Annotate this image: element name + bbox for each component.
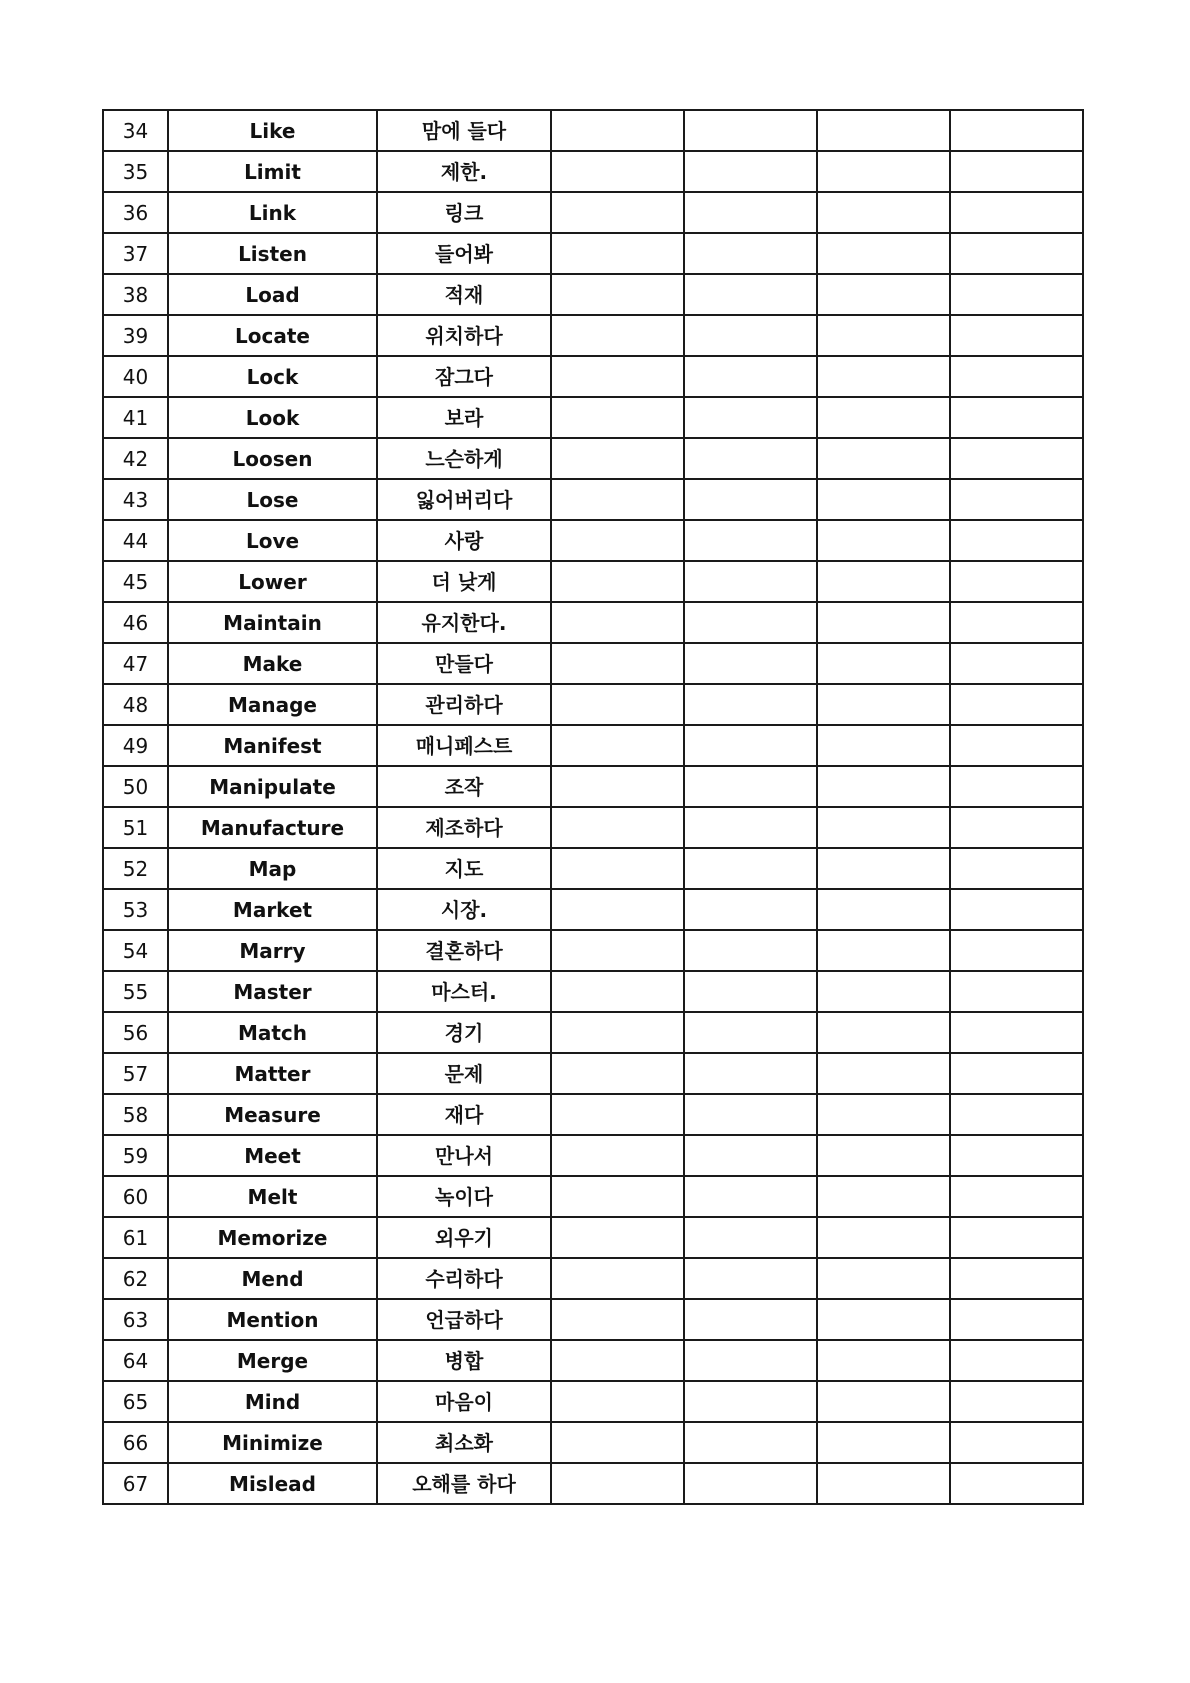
blank-practice-cell <box>684 110 817 151</box>
blank-practice-cell <box>817 889 950 930</box>
korean-translation-cell: 만나서 <box>377 1135 551 1176</box>
korean-translation-cell: 지도 <box>377 848 551 889</box>
blank-practice-cell <box>551 930 684 971</box>
blank-practice-cell <box>684 930 817 971</box>
row-number-cell: 43 <box>103 479 168 520</box>
blank-practice-cell <box>950 479 1083 520</box>
row-number-cell: 66 <box>103 1422 168 1463</box>
korean-translation-cell: 제조하다 <box>377 807 551 848</box>
english-word-cell: Manage <box>168 684 377 725</box>
table-row <box>103 1258 1083 1299</box>
blank-practice-cell <box>950 725 1083 766</box>
row-number-cell: 56 <box>103 1012 168 1053</box>
blank-practice-cell <box>684 684 817 725</box>
blank-practice-cell <box>684 233 817 274</box>
blank-practice-cell <box>817 1217 950 1258</box>
english-word-cell: Listen <box>168 233 377 274</box>
blank-practice-cell <box>551 110 684 151</box>
blank-practice-cell <box>817 1422 950 1463</box>
row-number-cell: 49 <box>103 725 168 766</box>
english-word-cell: Lock <box>168 356 377 397</box>
table-row <box>103 520 1083 561</box>
blank-practice-cell <box>950 110 1083 151</box>
table-row <box>103 192 1083 233</box>
table-row <box>103 1094 1083 1135</box>
table-row <box>103 1340 1083 1381</box>
row-number-cell: 37 <box>103 233 168 274</box>
blank-practice-cell <box>551 520 684 561</box>
row-number-cell: 44 <box>103 520 168 561</box>
blank-practice-cell <box>684 438 817 479</box>
blank-practice-cell <box>950 438 1083 479</box>
korean-translation-cell: 잃어버리다 <box>377 479 551 520</box>
korean-translation-cell: 마음이 <box>377 1381 551 1422</box>
blank-practice-cell <box>684 807 817 848</box>
blank-practice-cell <box>684 520 817 561</box>
row-number-cell: 46 <box>103 602 168 643</box>
english-word-cell: Lose <box>168 479 377 520</box>
english-word-cell: Make <box>168 643 377 684</box>
blank-practice-cell <box>684 1299 817 1340</box>
blank-practice-cell <box>551 602 684 643</box>
blank-practice-cell <box>551 684 684 725</box>
blank-practice-cell <box>684 1422 817 1463</box>
korean-translation-cell: 위치하다 <box>377 315 551 356</box>
english-word-cell: Memorize <box>168 1217 377 1258</box>
blank-practice-cell <box>551 315 684 356</box>
english-word-cell: Like <box>168 110 377 151</box>
blank-practice-cell <box>551 1463 684 1504</box>
blank-practice-cell <box>684 643 817 684</box>
english-word-cell: Manufacture <box>168 807 377 848</box>
blank-practice-cell <box>684 192 817 233</box>
table-row <box>103 479 1083 520</box>
blank-practice-cell <box>950 1135 1083 1176</box>
blank-practice-cell <box>817 233 950 274</box>
korean-translation-cell: 마스터. <box>377 971 551 1012</box>
korean-translation-cell: 수리하다 <box>377 1258 551 1299</box>
blank-practice-cell <box>684 602 817 643</box>
english-word-cell: Locate <box>168 315 377 356</box>
table-row <box>103 684 1083 725</box>
blank-practice-cell <box>817 1176 950 1217</box>
english-word-cell: Merge <box>168 1340 377 1381</box>
blank-practice-cell <box>817 438 950 479</box>
korean-translation-cell: 재다 <box>377 1094 551 1135</box>
blank-practice-cell <box>950 356 1083 397</box>
blank-practice-cell <box>817 1463 950 1504</box>
korean-translation-cell: 시장. <box>377 889 551 930</box>
row-number-cell: 61 <box>103 1217 168 1258</box>
table-row <box>103 971 1083 1012</box>
korean-translation-cell: 외우기 <box>377 1217 551 1258</box>
row-number-cell: 52 <box>103 848 168 889</box>
blank-practice-cell <box>817 1381 950 1422</box>
korean-translation-cell: 제한. <box>377 151 551 192</box>
table-row <box>103 1012 1083 1053</box>
row-number-cell: 59 <box>103 1135 168 1176</box>
row-number-cell: 58 <box>103 1094 168 1135</box>
blank-practice-cell <box>817 1135 950 1176</box>
row-number-cell: 53 <box>103 889 168 930</box>
blank-practice-cell <box>551 1012 684 1053</box>
row-number-cell: 38 <box>103 274 168 315</box>
blank-practice-cell <box>551 1258 684 1299</box>
blank-practice-cell <box>551 807 684 848</box>
blank-practice-cell <box>817 1299 950 1340</box>
row-number-cell: 57 <box>103 1053 168 1094</box>
korean-translation-cell: 느슨하게 <box>377 438 551 479</box>
english-word-cell: Mend <box>168 1258 377 1299</box>
english-word-cell: Matter <box>168 1053 377 1094</box>
english-word-cell: Match <box>168 1012 377 1053</box>
blank-practice-cell <box>684 151 817 192</box>
row-number-cell: 48 <box>103 684 168 725</box>
blank-practice-cell <box>684 561 817 602</box>
blank-practice-cell <box>817 930 950 971</box>
blank-practice-cell <box>817 643 950 684</box>
blank-practice-cell <box>551 1053 684 1094</box>
blank-practice-cell <box>684 315 817 356</box>
blank-practice-cell <box>817 315 950 356</box>
blank-practice-cell <box>684 356 817 397</box>
blank-practice-cell <box>950 1217 1083 1258</box>
english-word-cell: Maintain <box>168 602 377 643</box>
english-word-cell: Mention <box>168 1299 377 1340</box>
blank-practice-cell <box>684 1340 817 1381</box>
blank-practice-cell <box>817 766 950 807</box>
blank-practice-cell <box>950 1381 1083 1422</box>
table-row <box>103 889 1083 930</box>
blank-practice-cell <box>684 766 817 807</box>
table-body <box>103 110 1083 1504</box>
table-row <box>103 1135 1083 1176</box>
table-row <box>103 233 1083 274</box>
blank-practice-cell <box>817 274 950 315</box>
row-number-cell: 65 <box>103 1381 168 1422</box>
blank-practice-cell <box>551 1094 684 1135</box>
blank-practice-cell <box>551 1299 684 1340</box>
row-number-cell: 51 <box>103 807 168 848</box>
blank-practice-cell <box>817 397 950 438</box>
table-row <box>103 1299 1083 1340</box>
blank-practice-cell <box>817 561 950 602</box>
korean-translation-cell: 링크 <box>377 192 551 233</box>
row-number-cell: 42 <box>103 438 168 479</box>
blank-practice-cell <box>817 479 950 520</box>
korean-translation-cell: 경기 <box>377 1012 551 1053</box>
blank-practice-cell <box>950 1340 1083 1381</box>
table-row <box>103 561 1083 602</box>
blank-practice-cell <box>551 561 684 602</box>
blank-practice-cell <box>950 807 1083 848</box>
row-number-cell: 39 <box>103 315 168 356</box>
english-word-cell: Minimize <box>168 1422 377 1463</box>
blank-practice-cell <box>950 889 1083 930</box>
table-row <box>103 110 1083 151</box>
blank-practice-cell <box>551 356 684 397</box>
blank-practice-cell <box>817 520 950 561</box>
korean-translation-cell: 만들다 <box>377 643 551 684</box>
english-word-cell: Mind <box>168 1381 377 1422</box>
row-number-cell: 36 <box>103 192 168 233</box>
korean-translation-cell: 결혼하다 <box>377 930 551 971</box>
blank-practice-cell <box>950 1053 1083 1094</box>
blank-practice-cell <box>551 1217 684 1258</box>
english-word-cell: Look <box>168 397 377 438</box>
row-number-cell: 47 <box>103 643 168 684</box>
blank-practice-cell <box>950 1176 1083 1217</box>
blank-practice-cell <box>551 274 684 315</box>
table-row <box>103 151 1083 192</box>
row-number-cell: 45 <box>103 561 168 602</box>
blank-practice-cell <box>551 1381 684 1422</box>
blank-practice-cell <box>950 1012 1083 1053</box>
english-word-cell: Map <box>168 848 377 889</box>
english-word-cell: Market <box>168 889 377 930</box>
table-row <box>103 930 1083 971</box>
english-word-cell: Manifest <box>168 725 377 766</box>
korean-translation-cell: 적재 <box>377 274 551 315</box>
blank-practice-cell <box>817 971 950 1012</box>
blank-practice-cell <box>551 1176 684 1217</box>
blank-practice-cell <box>551 1340 684 1381</box>
blank-practice-cell <box>551 766 684 807</box>
blank-practice-cell <box>950 643 1083 684</box>
english-word-cell: Limit <box>168 151 377 192</box>
korean-translation-cell: 오해를 하다 <box>377 1463 551 1504</box>
korean-translation-cell: 사랑 <box>377 520 551 561</box>
blank-practice-cell <box>950 520 1083 561</box>
blank-practice-cell <box>684 971 817 1012</box>
blank-practice-cell <box>684 1012 817 1053</box>
blank-practice-cell <box>950 1463 1083 1504</box>
row-number-cell: 35 <box>103 151 168 192</box>
blank-practice-cell <box>551 397 684 438</box>
english-word-cell: Love <box>168 520 377 561</box>
table-row <box>103 766 1083 807</box>
english-word-cell: Melt <box>168 1176 377 1217</box>
table-row <box>103 1463 1083 1504</box>
blank-practice-cell <box>950 1258 1083 1299</box>
korean-translation-cell: 매니페스트 <box>377 725 551 766</box>
blank-practice-cell <box>551 479 684 520</box>
blank-practice-cell <box>817 848 950 889</box>
row-number-cell: 55 <box>103 971 168 1012</box>
blank-practice-cell <box>950 1094 1083 1135</box>
blank-practice-cell <box>684 889 817 930</box>
blank-practice-cell <box>551 1422 684 1463</box>
blank-practice-cell <box>950 192 1083 233</box>
blank-practice-cell <box>817 725 950 766</box>
table-row <box>103 1217 1083 1258</box>
table-row <box>103 438 1083 479</box>
blank-practice-cell <box>817 807 950 848</box>
korean-translation-cell: 관리하다 <box>377 684 551 725</box>
blank-practice-cell <box>950 684 1083 725</box>
row-number-cell: 40 <box>103 356 168 397</box>
blank-practice-cell <box>817 602 950 643</box>
row-number-cell: 63 <box>103 1299 168 1340</box>
blank-practice-cell <box>551 725 684 766</box>
table-row <box>103 643 1083 684</box>
english-word-cell: Loosen <box>168 438 377 479</box>
blank-practice-cell <box>684 1463 817 1504</box>
korean-translation-cell: 문제 <box>377 1053 551 1094</box>
table-row <box>103 1176 1083 1217</box>
blank-practice-cell <box>551 1135 684 1176</box>
korean-translation-cell: 최소화 <box>377 1422 551 1463</box>
blank-practice-cell <box>684 725 817 766</box>
table-row <box>103 1381 1083 1422</box>
blank-practice-cell <box>950 971 1083 1012</box>
blank-practice-cell <box>684 1094 817 1135</box>
blank-practice-cell <box>950 1299 1083 1340</box>
blank-practice-cell <box>551 151 684 192</box>
blank-practice-cell <box>950 233 1083 274</box>
blank-practice-cell <box>551 438 684 479</box>
blank-practice-cell <box>684 397 817 438</box>
table-row <box>103 274 1083 315</box>
korean-translation-cell: 녹이다 <box>377 1176 551 1217</box>
blank-practice-cell <box>950 1422 1083 1463</box>
row-number-cell: 34 <box>103 110 168 151</box>
korean-translation-cell: 병합 <box>377 1340 551 1381</box>
table-row <box>103 1422 1083 1463</box>
english-word-cell: Link <box>168 192 377 233</box>
blank-practice-cell <box>684 1217 817 1258</box>
blank-practice-cell <box>684 1135 817 1176</box>
blank-practice-cell <box>551 848 684 889</box>
row-number-cell: 64 <box>103 1340 168 1381</box>
english-word-cell: Manipulate <box>168 766 377 807</box>
blank-practice-cell <box>950 848 1083 889</box>
row-number-cell: 50 <box>103 766 168 807</box>
row-number-cell: 60 <box>103 1176 168 1217</box>
korean-translation-cell: 들어봐 <box>377 233 551 274</box>
blank-practice-cell <box>684 1053 817 1094</box>
english-word-cell: Load <box>168 274 377 315</box>
english-word-cell: Measure <box>168 1094 377 1135</box>
korean-translation-cell: 언급하다 <box>377 1299 551 1340</box>
row-number-cell: 54 <box>103 930 168 971</box>
blank-practice-cell <box>551 971 684 1012</box>
blank-practice-cell <box>684 479 817 520</box>
row-number-cell: 67 <box>103 1463 168 1504</box>
vocabulary-table <box>102 109 1084 1505</box>
blank-practice-cell <box>950 315 1083 356</box>
blank-practice-cell <box>950 602 1083 643</box>
blank-practice-cell <box>684 1176 817 1217</box>
blank-practice-cell <box>684 274 817 315</box>
blank-practice-cell <box>551 643 684 684</box>
blank-practice-cell <box>950 930 1083 971</box>
blank-practice-cell <box>950 151 1083 192</box>
korean-translation-cell: 유지한다. <box>377 602 551 643</box>
blank-practice-cell <box>684 848 817 889</box>
korean-translation-cell: 맘에 들다 <box>377 110 551 151</box>
korean-translation-cell: 조작 <box>377 766 551 807</box>
english-word-cell: Lower <box>168 561 377 602</box>
blank-practice-cell <box>817 1012 950 1053</box>
korean-translation-cell: 보라 <box>377 397 551 438</box>
blank-practice-cell <box>950 274 1083 315</box>
row-number-cell: 41 <box>103 397 168 438</box>
blank-practice-cell <box>551 233 684 274</box>
blank-practice-cell <box>817 110 950 151</box>
english-word-cell: Meet <box>168 1135 377 1176</box>
table-row <box>103 356 1083 397</box>
english-word-cell: Master <box>168 971 377 1012</box>
table-row <box>103 848 1083 889</box>
blank-practice-cell <box>684 1258 817 1299</box>
table-row <box>103 807 1083 848</box>
table-row <box>103 1053 1083 1094</box>
korean-translation-cell: 더 낮게 <box>377 561 551 602</box>
blank-practice-cell <box>950 397 1083 438</box>
table-row <box>103 725 1083 766</box>
blank-practice-cell <box>817 1094 950 1135</box>
blank-practice-cell <box>817 192 950 233</box>
english-word-cell: Marry <box>168 930 377 971</box>
blank-practice-cell <box>817 1258 950 1299</box>
blank-practice-cell <box>551 889 684 930</box>
blank-practice-cell <box>950 766 1083 807</box>
english-word-cell: Mislead <box>168 1463 377 1504</box>
blank-practice-cell <box>551 192 684 233</box>
table-row <box>103 397 1083 438</box>
table-row <box>103 602 1083 643</box>
blank-practice-cell <box>817 684 950 725</box>
korean-translation-cell: 잠그다 <box>377 356 551 397</box>
blank-practice-cell <box>684 1381 817 1422</box>
blank-practice-cell <box>817 1053 950 1094</box>
row-number-cell: 62 <box>103 1258 168 1299</box>
blank-practice-cell <box>817 151 950 192</box>
blank-practice-cell <box>817 1340 950 1381</box>
blank-practice-cell <box>817 356 950 397</box>
table-row <box>103 315 1083 356</box>
blank-practice-cell <box>950 561 1083 602</box>
